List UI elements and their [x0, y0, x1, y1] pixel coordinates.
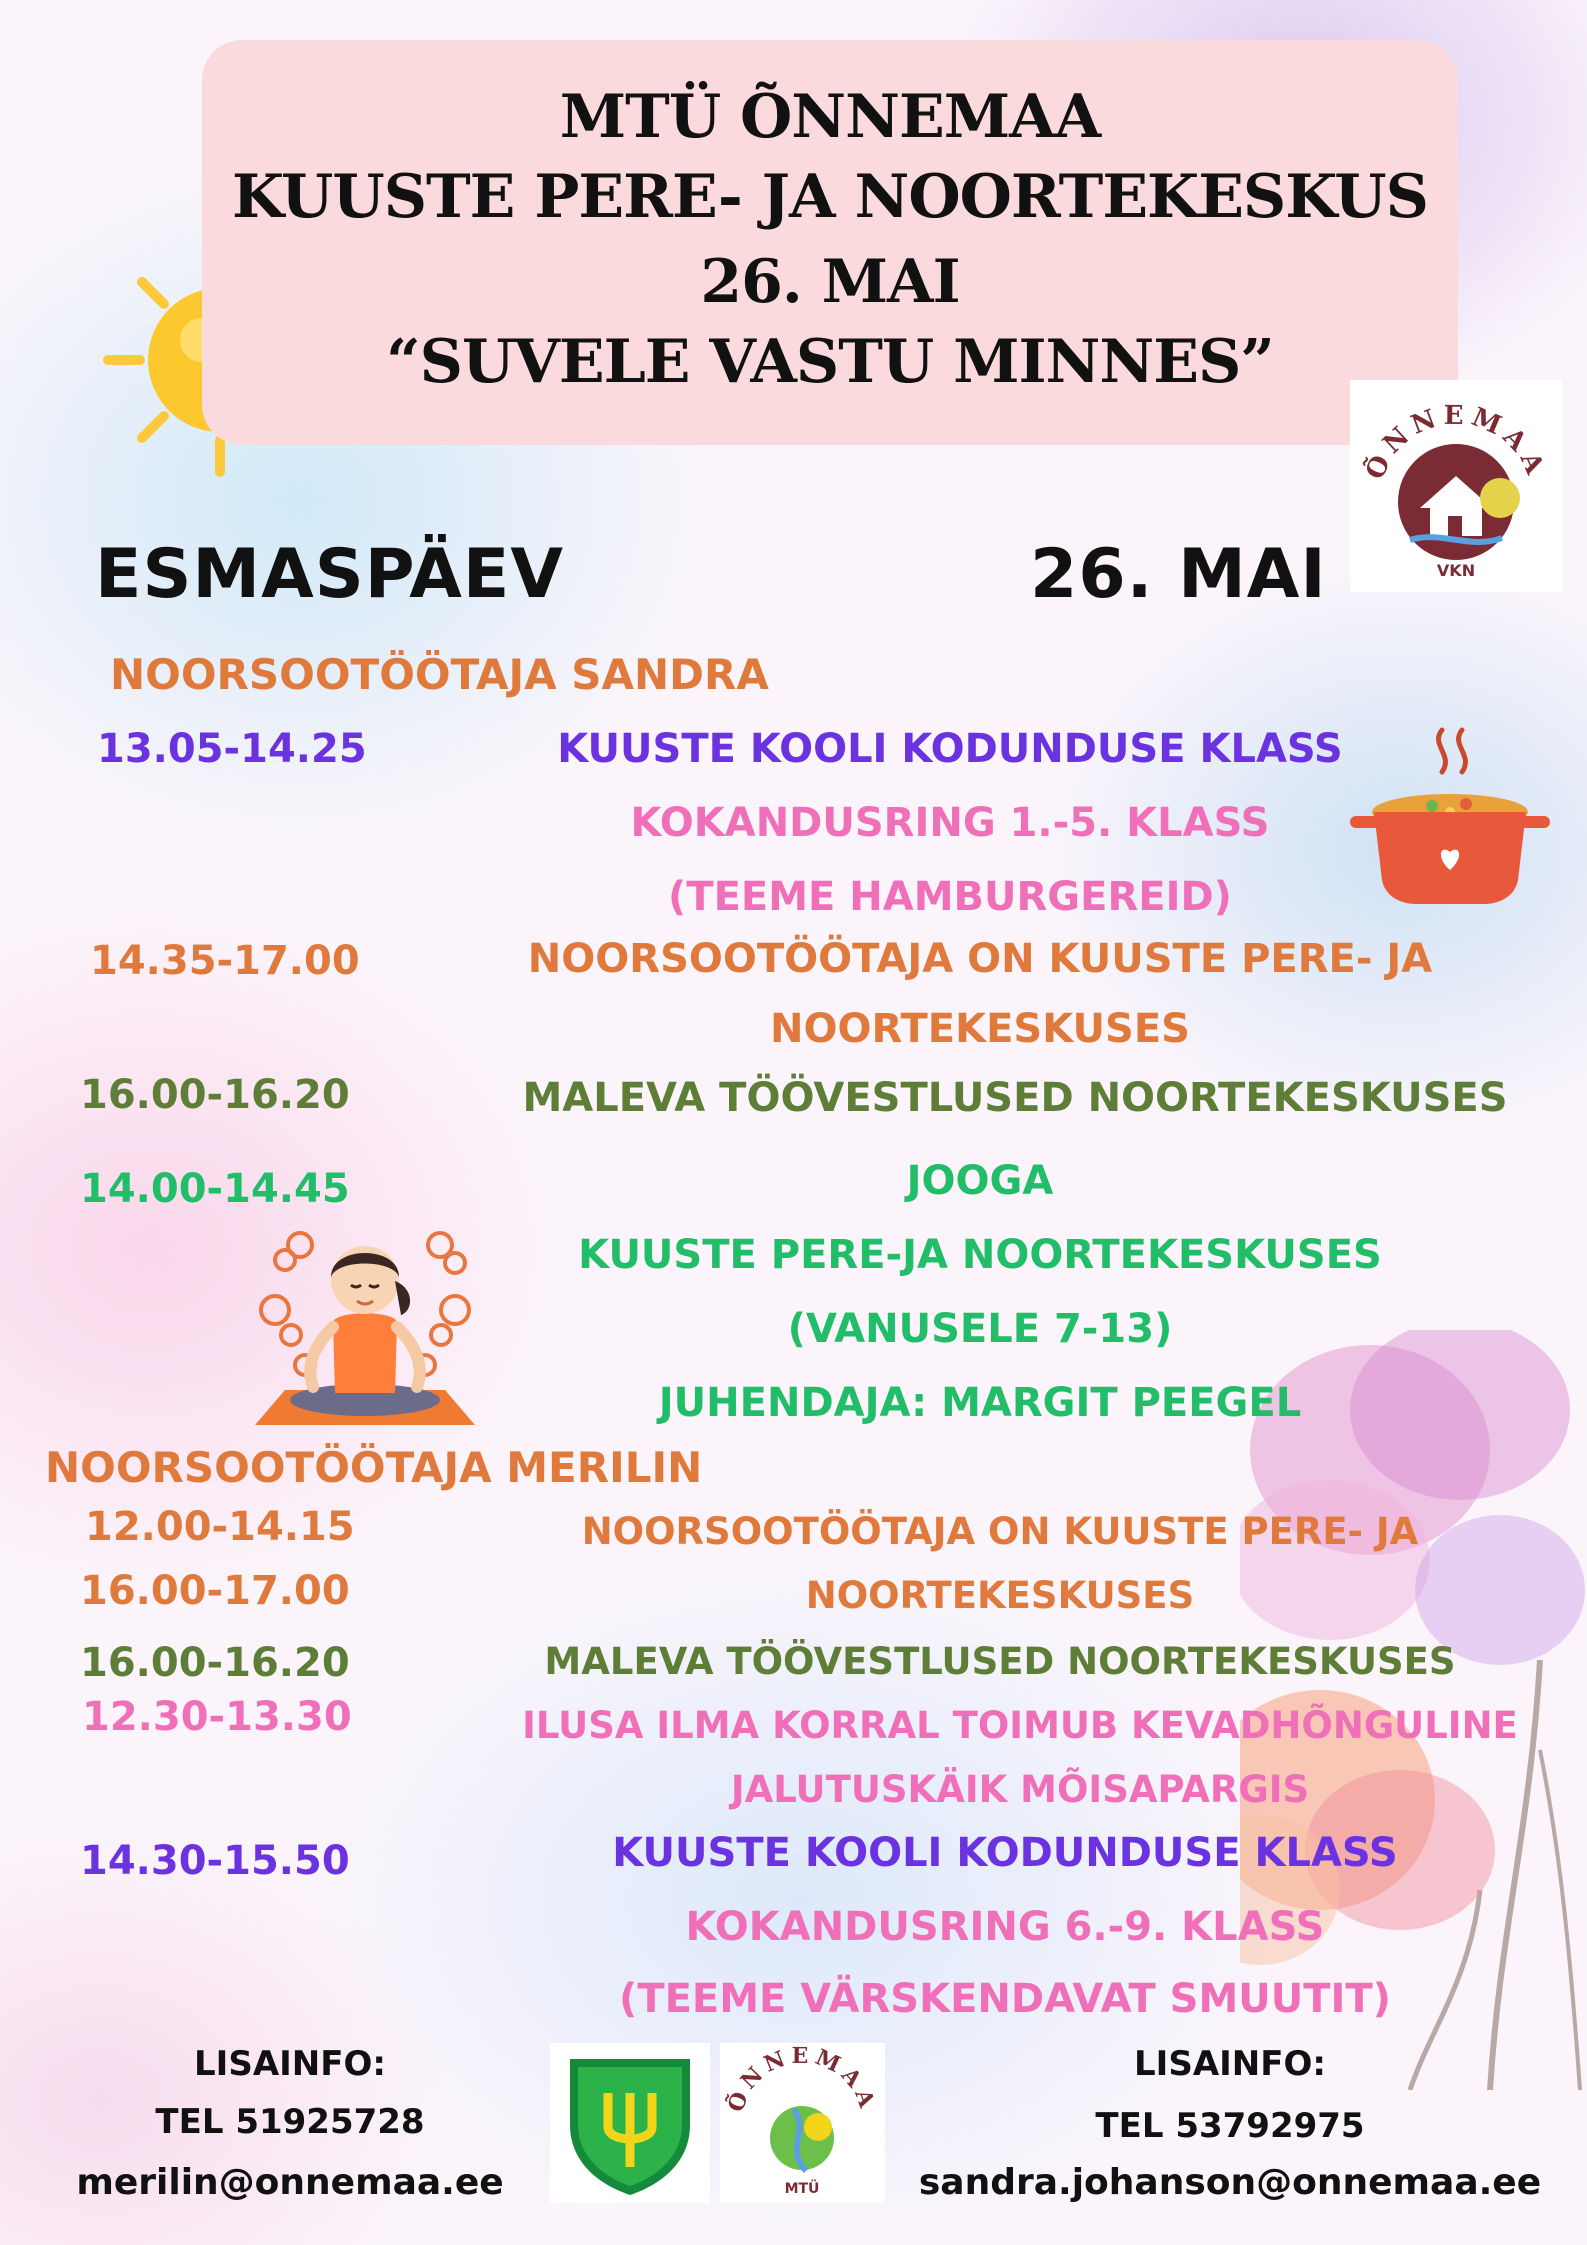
yoga-girl-illustration: [245, 1215, 485, 1430]
logo-top-word: ÕNNEMAA: [1360, 400, 1552, 485]
event-time: 14.30-15.50: [80, 1838, 350, 1884]
event-line: NOORTEKESKUSES: [770, 1006, 1190, 1052]
event-time: 14.35-17.00: [90, 938, 360, 984]
event-line: KOKANDUSRING 6.-9. KLASS: [685, 1904, 1325, 1950]
logo-bottom-word: ÕNNEMAA: [722, 2043, 882, 2116]
header-line-center: KUUSTE PERE- JA NOORTEKESKUS: [232, 162, 1428, 232]
event-line: JUHENDAJA: MARGIT PEEGEL: [658, 1380, 1302, 1426]
event-time: 12.00-14.15: [85, 1504, 355, 1550]
event-time: 16.00-16.20: [80, 1072, 350, 1118]
event-line: KUUSTE KOOLI KODUNDUSE KLASS: [612, 1830, 1398, 1876]
event-time: 16.00-16.20: [80, 1640, 350, 1686]
event-time: 13.05-14.25: [97, 726, 367, 772]
footer-right-email[interactable]: sandra.johanson@onnemaa.ee: [918, 2162, 1542, 2203]
footer-left-tel: TEL 51925728: [155, 2102, 425, 2142]
event-line: MALEVA TÖÖVESTLUSED NOORTEKESKUSES: [522, 1075, 1508, 1121]
footer-left-label: LISAINFO:: [194, 2044, 386, 2084]
header-line-date: 26. MAI: [700, 247, 960, 317]
event-line: NOORTEKESKUSES: [805, 1574, 1195, 1617]
logo-bottom-sub: MTÜ: [784, 2181, 820, 2197]
event-line: NOORSOOTÖÖTAJA ON KUUSTE PERE- JA: [581, 1510, 1419, 1553]
svg-text:ÕNNEMAA: [722, 2043, 881, 2116]
event-line: (VANUSELE 7-13): [787, 1306, 1173, 1352]
event-time: 14.00-14.45: [80, 1166, 350, 1212]
event-time: 16.00-17.00: [80, 1568, 350, 1614]
event-line: MALEVA TÖÖVESTLUSED NOORTEKESKUSES: [544, 1640, 1456, 1683]
event-line: KOKANDUSRING 1.-5. KLASS: [630, 800, 1270, 846]
municipality-shield-logo: [550, 2043, 710, 2203]
event-line: JALUTUSKÄIK MÕISAPARGIS: [730, 1768, 1310, 1811]
event-time: 12.30-13.30: [82, 1694, 352, 1740]
event-line: KUUSTE KOOLI KODUNDUSE KLASS: [557, 726, 1343, 772]
event-line: JOOGA: [906, 1158, 1054, 1204]
weekday-label: ESMASPÄEV: [95, 535, 564, 614]
onnemaa-mtu-logo: [720, 2043, 885, 2203]
event-line: KUUSTE PERE-JA NOORTEKESKUSES: [578, 1232, 1382, 1278]
footer-right-tel: TEL 53792975: [1095, 2106, 1365, 2146]
onnemaa-vkn-logo: [1350, 380, 1562, 592]
footer-right-label: LISAINFO:: [1134, 2044, 1326, 2084]
header-line-org: MTÜ ÕNNEMAA: [559, 82, 1101, 152]
event-line: NOORSOOTÖÖTAJA ON KUUSTE PERE- JA: [527, 936, 1433, 982]
date-label: 26. MAI: [1030, 535, 1327, 614]
footer-left-email[interactable]: merilin@onnemaa.ee: [76, 2162, 504, 2203]
event-line: (TEEME VÄRSKENDAVAT SMUUTIT): [619, 1976, 1391, 2022]
logo-top-sub: VKN: [1436, 561, 1476, 580]
section-heading-merilin: NOORSOOTÖÖTAJA MERILIN: [45, 1443, 703, 1492]
event-line: (TEEME HAMBURGEREID): [668, 874, 1232, 920]
event-line: ILUSA ILMA KORRAL TOIMUB KEVADHÕNGULINE: [522, 1704, 1518, 1747]
section-heading-sandra: NOORSOOTÖÖTAJA SANDRA: [110, 650, 769, 699]
header-line-slogan: “SUVELE VASTU MINNES”: [386, 327, 1274, 397]
